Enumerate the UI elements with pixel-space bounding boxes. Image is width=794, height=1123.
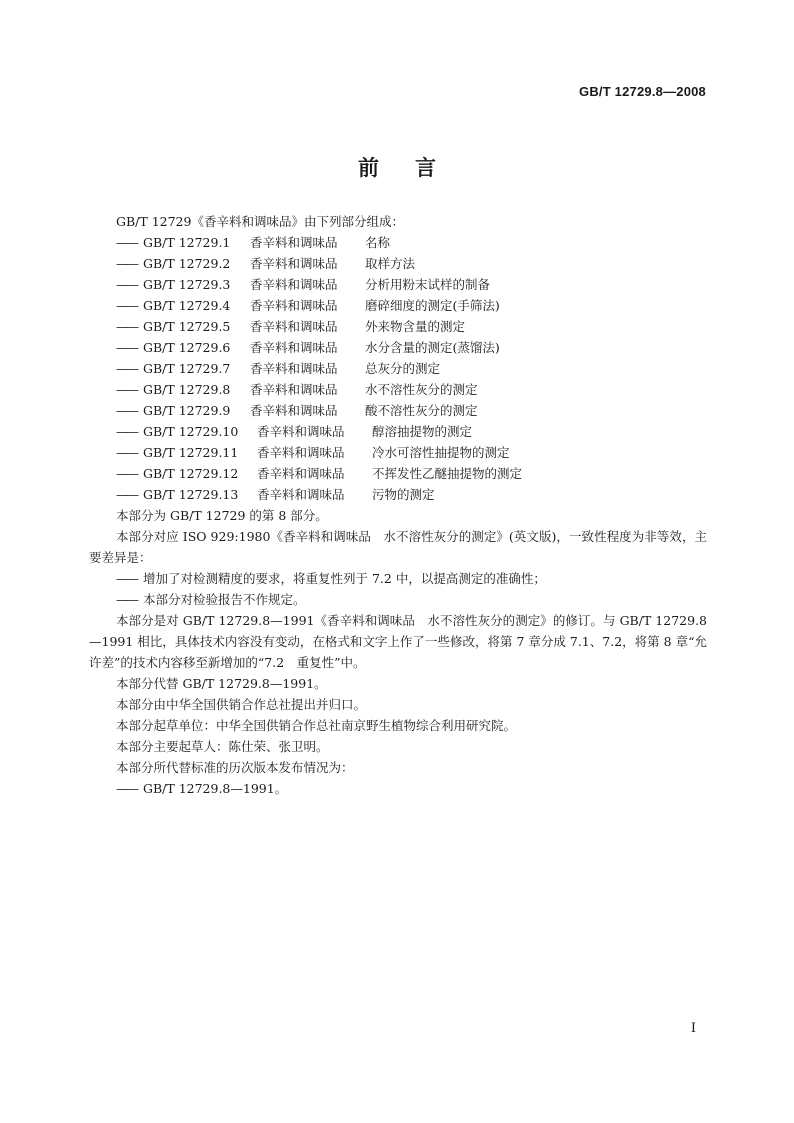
part-product: 香辛料和调味品 [257,487,345,502]
dash-mark [116,778,143,799]
part-code: GB/T 12729.6 [143,340,231,355]
part-code: GB/T 12729.5 [143,319,231,334]
dash-mark [116,568,143,589]
dash-mark [116,253,143,274]
history-item: ——GB/T 12729.8—1991。 [89,778,707,799]
drafters-line: 本部分主要起草人：陈仕荣、张卫明。 [116,739,329,754]
part-product: 香辛料和调味品 [250,256,338,271]
part-product: 香辛料和调味品 [257,445,345,460]
history-intro-line: 本部分所代替标准的历次版本发布情况为： [116,760,354,775]
part-name: 名称 [365,235,391,250]
part-name: 外来物含量的测定 [365,319,466,334]
dash-mark [116,232,143,253]
part-code: GB/T 12729.11 [143,445,239,460]
part-list-item [89,379,707,400]
title-char-1: 前 [358,156,379,180]
part-product: 香辛料和调味品 [250,298,338,313]
part-list-item [89,295,707,316]
part-list-item [89,232,707,253]
part-product: 香辛料和调味品 [250,235,338,250]
intro-line: GB/T 12729《香辛料和调味品》由下列部分组成： [116,214,404,229]
iso-paragraph: 本部分对应 ISO 929:1980《香辛料和调味品 水不溶性灰分的测定》(英文版)，一致性程度为非等效，主要差异是： [89,529,707,565]
dash-mark [116,358,143,379]
dash-mark [116,463,143,484]
part-statement: 本部分为 GB/T 12729 的第 8 部分。 [116,508,328,523]
dash-mark [116,316,143,337]
part-list-item [89,463,707,484]
part-name: 水不溶性灰分的测定 [365,382,478,397]
part-product: 香辛料和调味品 [250,361,338,376]
part-list-item [89,442,707,463]
dash-mark [116,337,143,358]
revision-paragraph: 本部分是对 GB/T 12729.8—1991《香辛料和调味品 水不溶性灰分的测定》的修订。与 GB/T 12729.8—1991 相比，具体技术内容没有变动，在格式和文字上作了一些修改，将第 7 章分成 7.1、7.2，将第 8 章“允许差”的技术内容移至新增加的“7.2 重复性”中。 [89,613,707,670]
part-name: 酸不溶性灰分的测定 [365,403,478,418]
part-code: GB/T 12729.4 [143,298,231,313]
drafting-unit-line: 本部分起草单位：中华全国供销合作总社南京野生植物综合利用研究院。 [116,718,517,733]
part-list-item [89,421,707,442]
part-list-item [89,400,707,421]
part-list-item [89,484,707,505]
part-product: 香辛料和调味品 [250,382,338,397]
part-list-item [89,253,707,274]
part-name: 污物的测定 [372,487,435,502]
replaces-line: 本部分代替 GB/T 12729.8—1991。 [116,676,327,691]
dash-mark [116,421,143,442]
part-list-item [89,274,707,295]
part-product: 香辛料和调味品 [250,340,338,355]
page-title [0,152,794,182]
part-product: 香辛料和调味品 [257,466,345,481]
dash-mark [116,589,143,610]
part-code: GB/T 12729.10 [143,424,239,439]
part-product: 香辛料和调味品 [250,277,338,292]
part-name: 冷水可溶性抽提物的测定 [372,445,510,460]
dash-mark [116,379,143,400]
part-name: 取样方法 [365,256,416,271]
page-number: I [690,1021,696,1036]
foreword-body [89,211,707,799]
part-code: GB/T 12729.9 [143,403,231,418]
dash-mark [116,442,143,463]
part-product: 香辛料和调味品 [250,403,338,418]
difference-item: ——增加了对检测精度的要求，将重复性列于 7.2 中，以提高测定的准确性； [89,568,707,589]
part-name: 醇溶抽提物的测定 [372,424,473,439]
standard-number: GB/T 12729.8—2008 [579,84,706,99]
part-product: 香辛料和调味品 [250,319,338,334]
dash-mark [116,274,143,295]
proposed-by-line: 本部分由中华全国供销合作总社提出并归口。 [116,697,367,712]
part-code: GB/T 12729.12 [143,466,239,481]
part-name: 磨碎细度的测定(手筛法) [365,298,500,313]
part-name: 总灰分的测定 [365,361,441,376]
part-list-item [89,337,707,358]
part-name: 不挥发性乙醚抽提物的测定 [372,466,523,481]
part-name: 分析用粉末试样的制备 [365,277,491,292]
part-code: GB/T 12729.8 [143,382,231,397]
dash-mark [116,295,143,316]
part-code: GB/T 12729.1 [143,235,231,250]
part-code: GB/T 12729.3 [143,277,231,292]
dash-mark [116,400,143,421]
part-name: 水分含量的测定(蒸馏法) [365,340,500,355]
part-list-item [89,316,707,337]
part-list-item [89,358,707,379]
part-code: GB/T 12729.2 [143,256,231,271]
part-code: GB/T 12729.13 [143,487,239,502]
part-product: 香辛料和调味品 [257,424,345,439]
dash-mark [116,484,143,505]
parts-list [89,232,707,505]
title-char-2: 言 [415,156,436,180]
difference-item: ——本部分对检验报告不作规定。 [89,589,707,610]
part-code: GB/T 12729.7 [143,361,231,376]
